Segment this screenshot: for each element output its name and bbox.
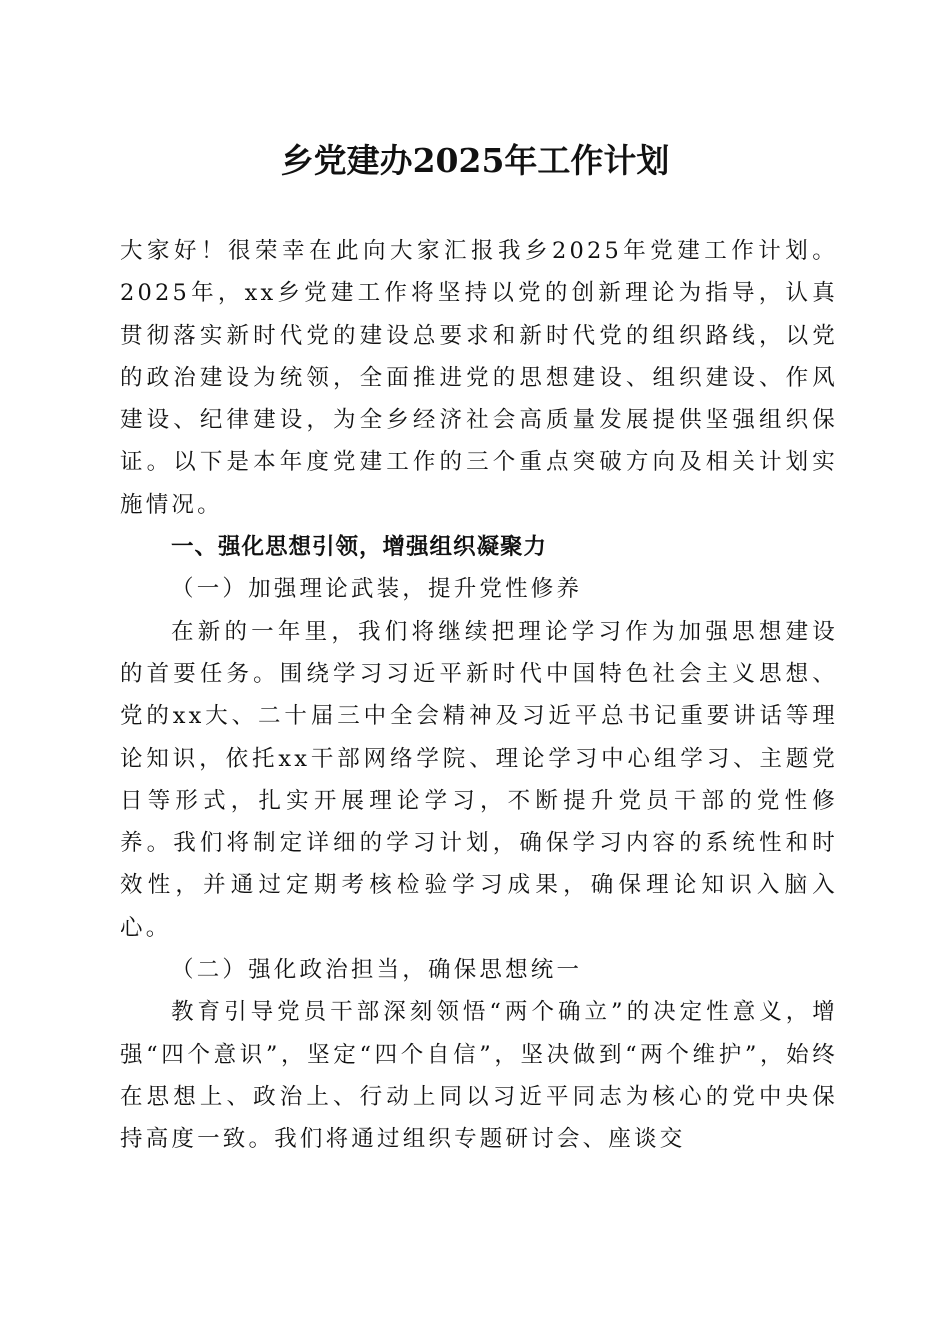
section-heading-1: 一、强化思想引领，增强组织凝聚力 bbox=[171, 534, 548, 561]
document-title: 乡党建办2025年工作计划 bbox=[280, 141, 670, 180]
document-body bbox=[120, 230, 838, 1161]
intro-paragraph: 大家好！很荣幸在此向大家汇报我乡2025年党建工作计划。2025年，xx乡党建工作将坚持以党的创新理论为指导，认真贯彻落实新时代党的建设总要求和新时代党的组织路线，以党的政治建设为统领，全面推进党的思想建设、组织建设、作风建设、纪律建设，为全乡经济社会高质量发展提供坚强组织保证。以下是本年度党建工作的三个重点突破方向及相关计划实施情况。 bbox=[120, 238, 838, 518]
body-paragraph-2: 教育引导党员干部深刻领悟“两个确立”的决定性意义，增强“四个意识”，坚定“四个自信”，坚决做到“两个维护”，始终在思想上、政治上、行动上同以习近平同志为核心的党中央保持高度一致。我们将通过组织专题研讨会、座谈交 bbox=[120, 999, 838, 1153]
subsection-heading-1: （一）加强理论武装，提升党性修养 bbox=[171, 576, 583, 603]
subsection-heading-2: （二）强化政治担当，确保思想统一 bbox=[171, 957, 583, 984]
body-paragraph-1: 在新的一年里，我们将继续把理论学习作为加强思想建设的首要任务。围绕学习习近平新时代中国特色社会主义思想、党的xx大、二十届三中全会精神及习近平总书记重要讲话等理论知识，依托xx干部网络学院、理论学习中心组学习、主题党日等形式，扎实开展理论学习，不断提升党员干部的党性修养。我们将制定详细的学习计划，确保学习内容的系统性和时效性，并通过定期考核检验学习成果，确保理论知识入脑入心。 bbox=[120, 618, 838, 941]
